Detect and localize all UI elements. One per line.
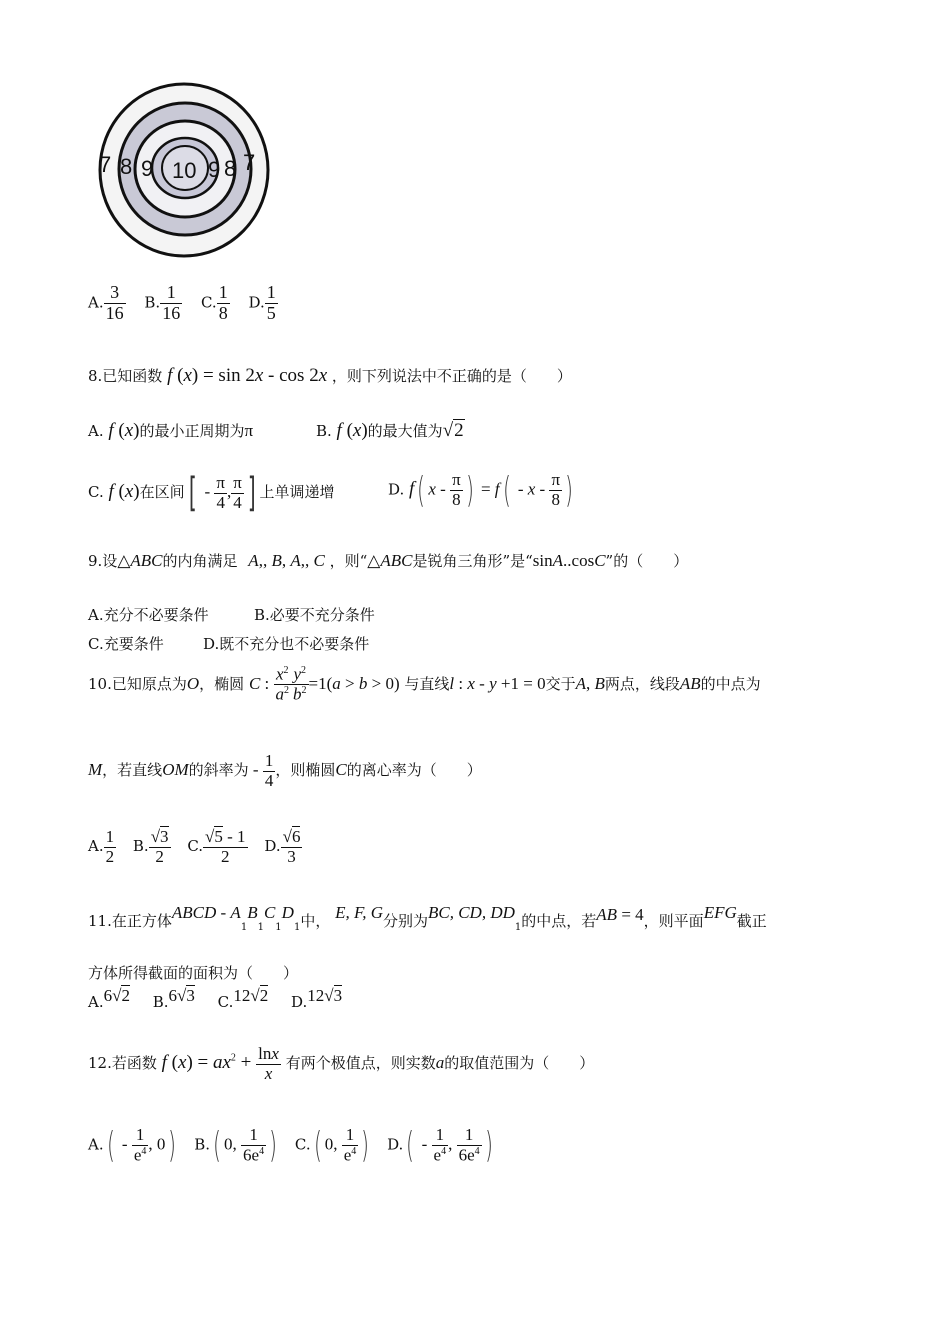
q10-option-a[interactable]: A. $\frac{1}{2}$ bbox=[88, 827, 115, 866]
q8-function: f (x) = sin 2x - cos 2x bbox=[167, 365, 328, 386]
q12-option-d[interactable]: D.( - $\frac{1}{e^4}$ , $\frac{1}{6e^4}$ ) bbox=[387, 1124, 493, 1166]
q9-option-a[interactable]: A.充分不必要条件 bbox=[88, 606, 209, 624]
q7-option-a[interactable]: A. $\frac{3}{16}$ bbox=[88, 282, 124, 323]
q10-stem-line2: M，若直线OM的斜率为 - $\frac{1}{4}$ ，则椭圆C的离心率为（ ） bbox=[88, 751, 482, 790]
ring-label-9-right: 9 bbox=[208, 157, 221, 182]
ring-label-7-right: 7 bbox=[243, 150, 256, 175]
q10-option-c[interactable]: C. $\frac{√5 - 1}{2}$ bbox=[187, 827, 246, 866]
q10-option-d[interactable]: D. $\frac{√6}{3}$ bbox=[264, 827, 301, 866]
q8-option-a[interactable]: A. f (x)的最小正周期为π bbox=[88, 420, 254, 441]
q9-stem: 9.设△ABC的内角满足 A,, B, A,, C ，则“△ABC是锐角三角形”是“sinA..cosC”的（ ） bbox=[88, 551, 689, 570]
ring-label-10: 10 bbox=[172, 158, 197, 183]
q12-options bbox=[88, 1125, 496, 1166]
q9-option-c[interactable]: C.充要条件 bbox=[88, 635, 164, 653]
q11-stem: 11.在正方体ABCD - $A_1B_1C_1D_1$中， E, F, G分别为BC, CD, $DD_1$的中点，若AB = 4，则平面EFG截正 bbox=[88, 903, 767, 933]
q12-option-b[interactable]: B.( 0, $\frac{1}{6e^4}$ ) bbox=[194, 1124, 277, 1166]
q9-option-d[interactable]: D.既不充分也不必要条件 bbox=[203, 635, 370, 653]
q8-option-d[interactable]: D. f( x - $\frac{\pi}{8}$ ) = f( - x - $\frac{\pi}{8}$ ) bbox=[388, 470, 573, 511]
q8-option-b[interactable]: B. f (x)的最大值为√2 bbox=[316, 420, 464, 441]
ring-label-8-right: 8 bbox=[224, 156, 237, 181]
q12-option-a[interactable]: A.( - $\frac{1}{e^4}$ , 0) bbox=[88, 1124, 177, 1166]
ring-label-7-left: 7 bbox=[99, 152, 112, 177]
target-figure bbox=[95, 78, 275, 266]
q10-options bbox=[88, 828, 302, 866]
q8-stem: 8.已知函数 f (x) = sin 2x - cos 2x ，则下列说法中不正确的是（ ） bbox=[88, 365, 572, 386]
q11-options bbox=[88, 986, 343, 1012]
q10-stem: 10.已知原点为O，椭圆 C : $\frac{x^2}{a^2}$ $\frac{y^2}{b^2}$ =1(a > b > 0) 与直线l : x - y +1 = 0交于A, B两点，线段AB的中点为 bbox=[88, 664, 761, 704]
q11-option-a[interactable]: A.6√2 bbox=[88, 986, 130, 1011]
q11-stem-line2: 方体所得截面的面积为（ ） bbox=[88, 964, 299, 982]
q11-option-d[interactable]: D.12√3 bbox=[291, 986, 343, 1011]
q7-option-b[interactable]: B. $\frac{1}{16}$ bbox=[144, 282, 181, 323]
q10-option-b[interactable]: B. $\frac{√3}{2}$ bbox=[132, 827, 169, 866]
q11-option-b[interactable]: B.6√3 bbox=[152, 986, 195, 1011]
q7-option-d[interactable]: D. $\frac{1}{5}$ bbox=[248, 282, 276, 323]
q7-option-c[interactable]: C. $\frac{1}{8}$ bbox=[200, 282, 228, 323]
ring-label-9-left: 9 bbox=[141, 156, 154, 181]
ring-label-8-left: 8 bbox=[120, 154, 133, 179]
q12-option-c[interactable]: C.( 0, $\frac{1}{e^4}$ ) bbox=[294, 1124, 370, 1166]
q8-option-c[interactable]: C. f (x)在区间[ - $\frac{\pi}{4}$ , $\frac{\pi}{4}$ ] 上单调递增 bbox=[88, 470, 335, 516]
q12-stem: 12.若函数 f $(x) = ax^2$ + $\frac{\ln x}{x}$ 有两个极值点，则实数a的取值范围为（ ） bbox=[88, 1044, 595, 1083]
q11-option-c[interactable]: C.12√2 bbox=[217, 986, 269, 1011]
q7-options bbox=[88, 283, 278, 324]
q9-option-b[interactable]: B.必要不充分条件 bbox=[254, 606, 375, 624]
